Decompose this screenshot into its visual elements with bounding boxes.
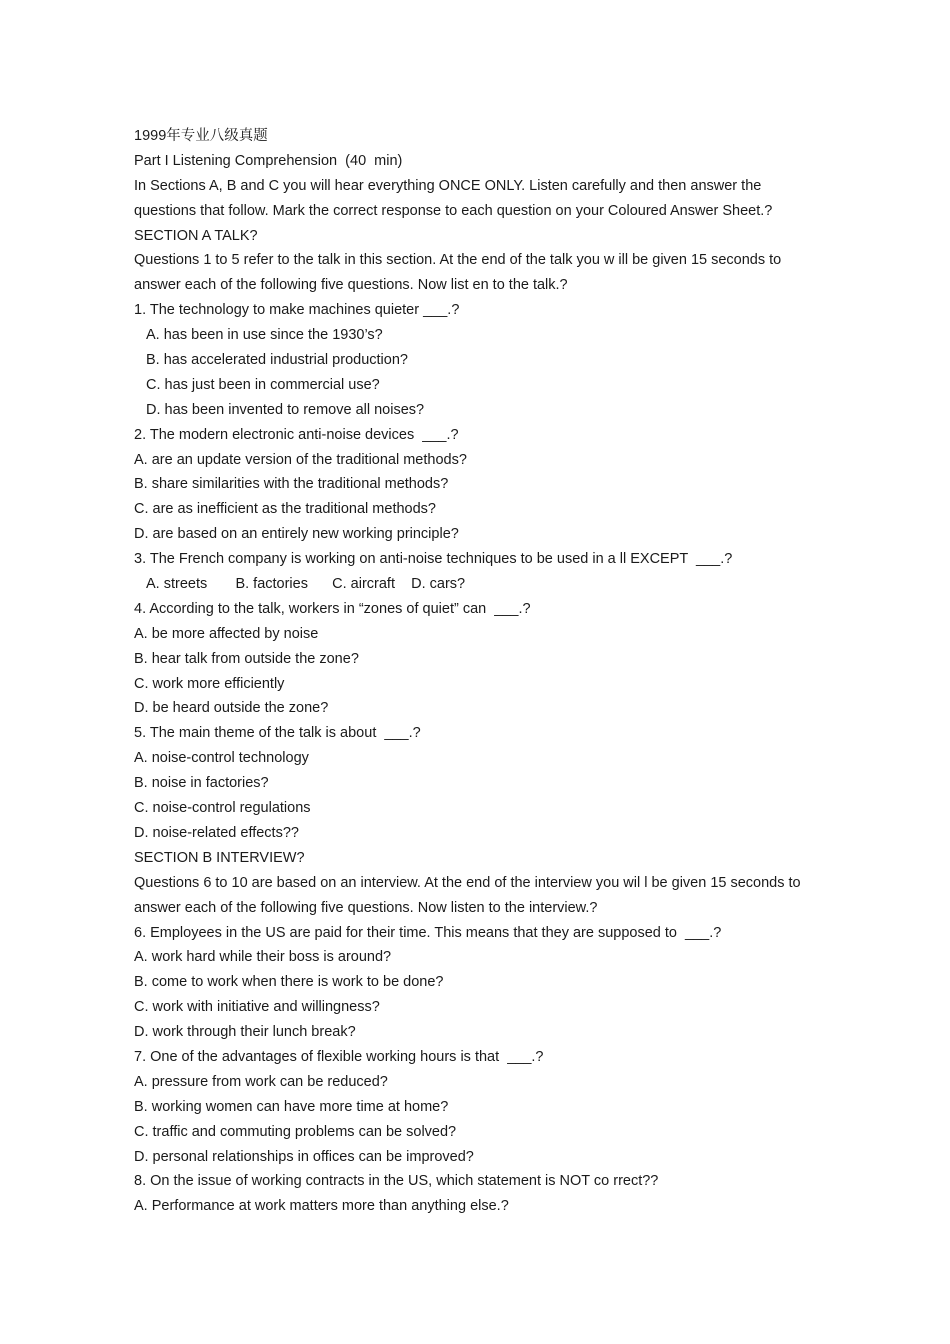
text-line: C. traffic and commuting problems can be solved? [134, 1123, 457, 1140]
text-line: B. share similarities with the traditional methods? [134, 476, 449, 493]
text-line: A. work hard while their boss is around? [134, 949, 392, 966]
text-line: 8. On the issue of working contracts in the US, which statement is NOT co rrect?? [134, 1173, 659, 1190]
text-line: questions that follow. Mark the correct response to each question on your Coloured Answer Sheet.? [134, 202, 773, 219]
text-line: C. are as inefficient as the traditional methods? [134, 501, 436, 518]
text-line: answer each of the following five questions. Now list en to the talk.? [134, 277, 568, 294]
text-line: SECTION A TALK? [134, 227, 258, 244]
text-line: 3. The French company is working on anti-noise techniques to be used in a ll EXCEPT ___.? [134, 551, 733, 568]
text-line: Questions 1 to 5 refer to the talk in this section. At the end of the talk you w ill be given 15 seconds to [134, 252, 782, 269]
text-line: 1. The technology to make machines quieter ___.? [134, 302, 460, 319]
text-line: D. be heard outside the zone? [134, 700, 329, 717]
text-line: D. noise-related effects?? [134, 824, 299, 841]
text-line: A. pressure from work can be reduced? [134, 1073, 388, 1090]
document-page [134, 124, 834, 1219]
text-line: 6. Employees in the US are paid for their time. This means that they are supposed to ___.? [134, 924, 722, 941]
text-line: D. work through their lunch break? [134, 1024, 356, 1041]
text-line: B. has accelerated industrial production? [146, 352, 408, 369]
text-line: A. are an update version of the traditional methods? [134, 451, 467, 468]
text-line: D. are based on an entirely new working principle? [134, 526, 459, 543]
text-line: A. noise-control technology [134, 750, 309, 767]
text-line: C. work more efficiently [134, 675, 285, 692]
text-line: 1999年专业八级真题 [134, 128, 268, 144]
text-line: D. has been invented to remove all noises? [146, 401, 425, 418]
text-line: D. personal relationships in offices can be improved? [134, 1148, 474, 1165]
text-line: SECTION B INTERVIEW? [134, 849, 305, 866]
text-line: B. working women can have more time at home? [134, 1098, 449, 1115]
text-line: A. has been in use since the 1930’s? [146, 327, 383, 344]
text-line: 7. One of the advantages of flexible working hours is that ___.? [134, 1048, 544, 1065]
text-line: C. has just been in commercial use? [146, 376, 380, 393]
text-line: C. noise-control regulations [134, 800, 311, 817]
text-line: answer each of the following five questions. Now listen to the interview.? [134, 899, 598, 916]
text-line: B. come to work when there is work to be done? [134, 974, 444, 991]
text-line: C. work with initiative and willingness? [134, 999, 380, 1016]
text-line: B. noise in factories? [134, 775, 269, 792]
text-line: Questions 6 to 10 are based on an interview. At the end of the interview you wil l be given 15 seconds to [134, 874, 801, 891]
text-line: A. be more affected by noise [134, 625, 319, 642]
text-line: In Sections A, B and C you will hear everything ONCE ONLY. Listen carefully and then answer the [134, 177, 762, 194]
text-line: 5. The main theme of the talk is about ___.? [134, 725, 421, 742]
text-line: Part I Listening Comprehension (40 min) [134, 152, 403, 169]
text-line: B. hear talk from outside the zone? [134, 650, 359, 667]
text-line: 2. The modern electronic anti-noise devices ___.? [134, 426, 459, 443]
text-line: A. Performance at work matters more than anything else.? [134, 1198, 509, 1215]
text-line: 4. According to the talk, workers in “zones of quiet” can ___.? [134, 600, 531, 617]
text-line: A. streets B. factories C. aircraft D. cars? [146, 576, 466, 593]
